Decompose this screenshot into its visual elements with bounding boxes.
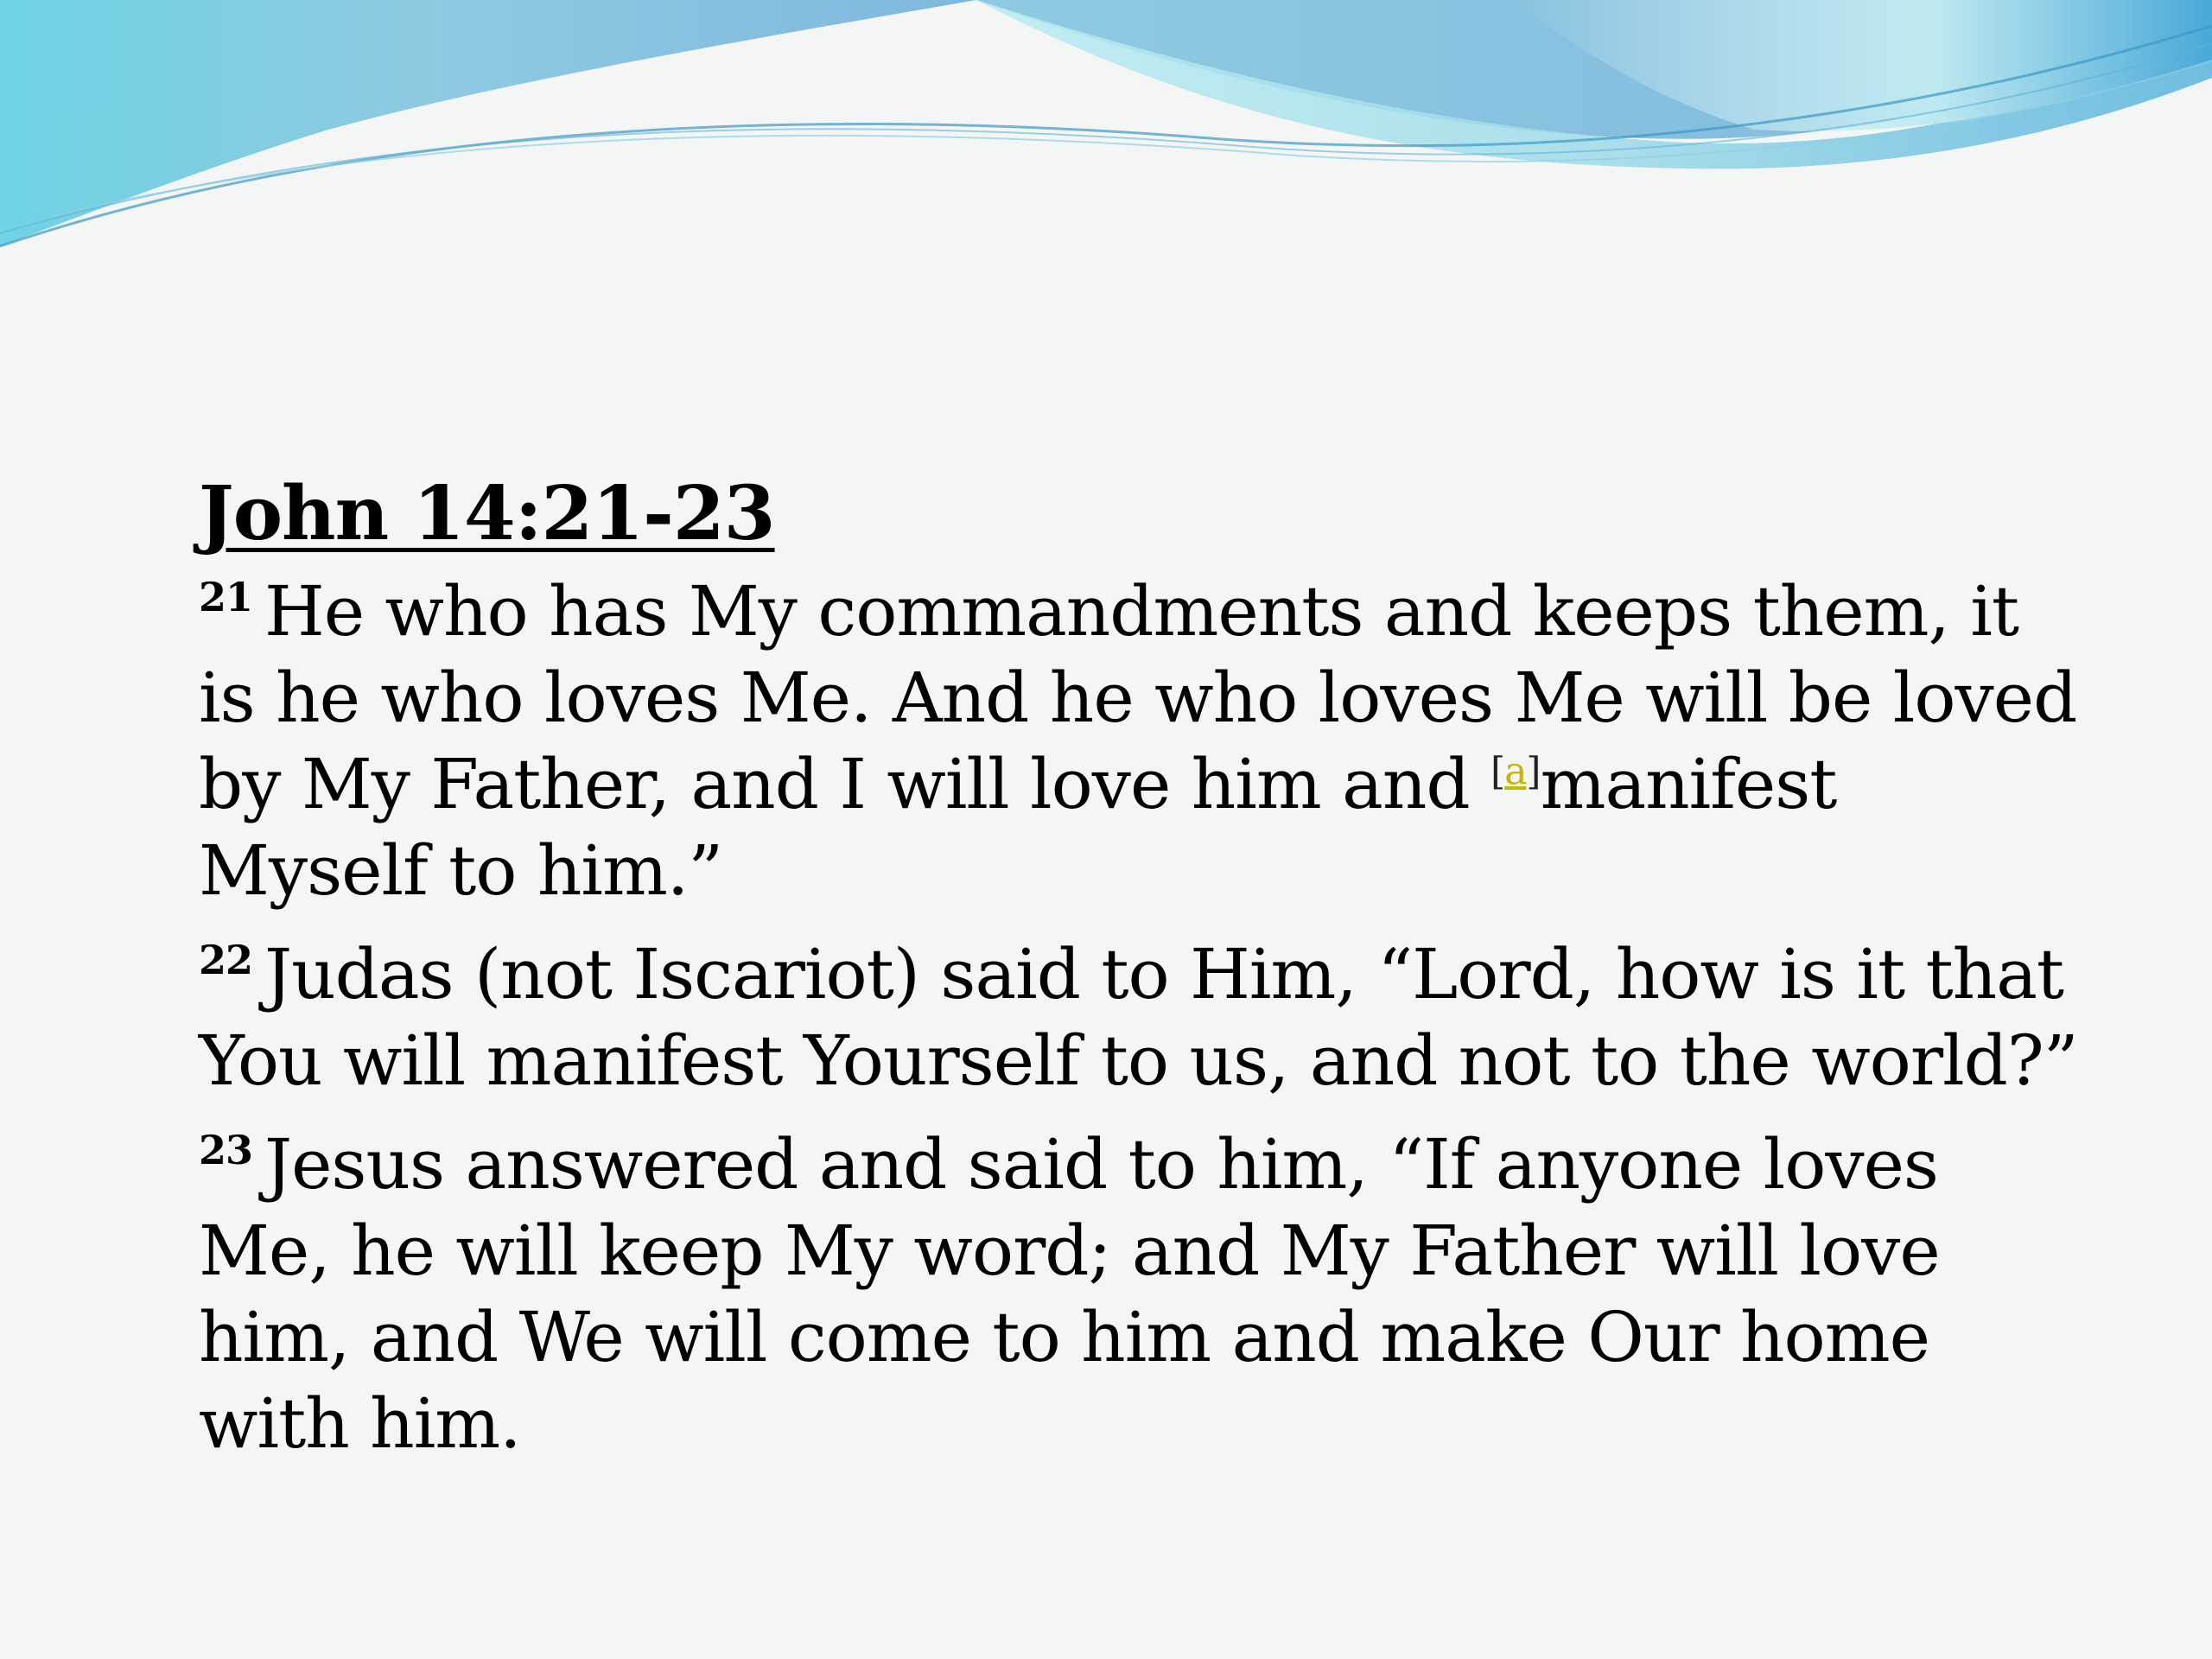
scripture-reference-title: John 14:21-23: [199, 470, 775, 557]
decorative-wave-header: [0, 0, 2212, 259]
footnote-link[interactable]: a: [1504, 749, 1527, 794]
scripture-content: [199, 467, 2082, 1484]
verse-23: [199, 1122, 2082, 1467]
verse-text: Judas (not Iscariot) said to Him, “Lord, how is it that You will manifest Yourself to us, and not to the world?”: [199, 934, 2078, 1101]
footnote-close-bracket: ]: [1526, 749, 1541, 794]
footnote-open-bracket: [: [1491, 749, 1505, 794]
verse-number: 22: [199, 937, 253, 984]
verse-text-continued: manifest Myself to him.”: [199, 744, 1837, 911]
verse-21: [199, 569, 2082, 914]
verse-text: He who has My commandments and keeps them, it is he who loves Me. And he who loves Me will be loved by My Father, and I will love him and: [199, 571, 2077, 824]
verse-text: Jesus answered and said to him, “If anyone loves Me, he will keep My word; and My Father will love him, and We will come to him and make Our home with him.: [199, 1124, 1940, 1464]
verse-number: 23: [199, 1127, 253, 1174]
footnote-marker: [1491, 749, 1541, 793]
verse-22: [199, 931, 2082, 1104]
verse-number: 21: [199, 574, 253, 621]
